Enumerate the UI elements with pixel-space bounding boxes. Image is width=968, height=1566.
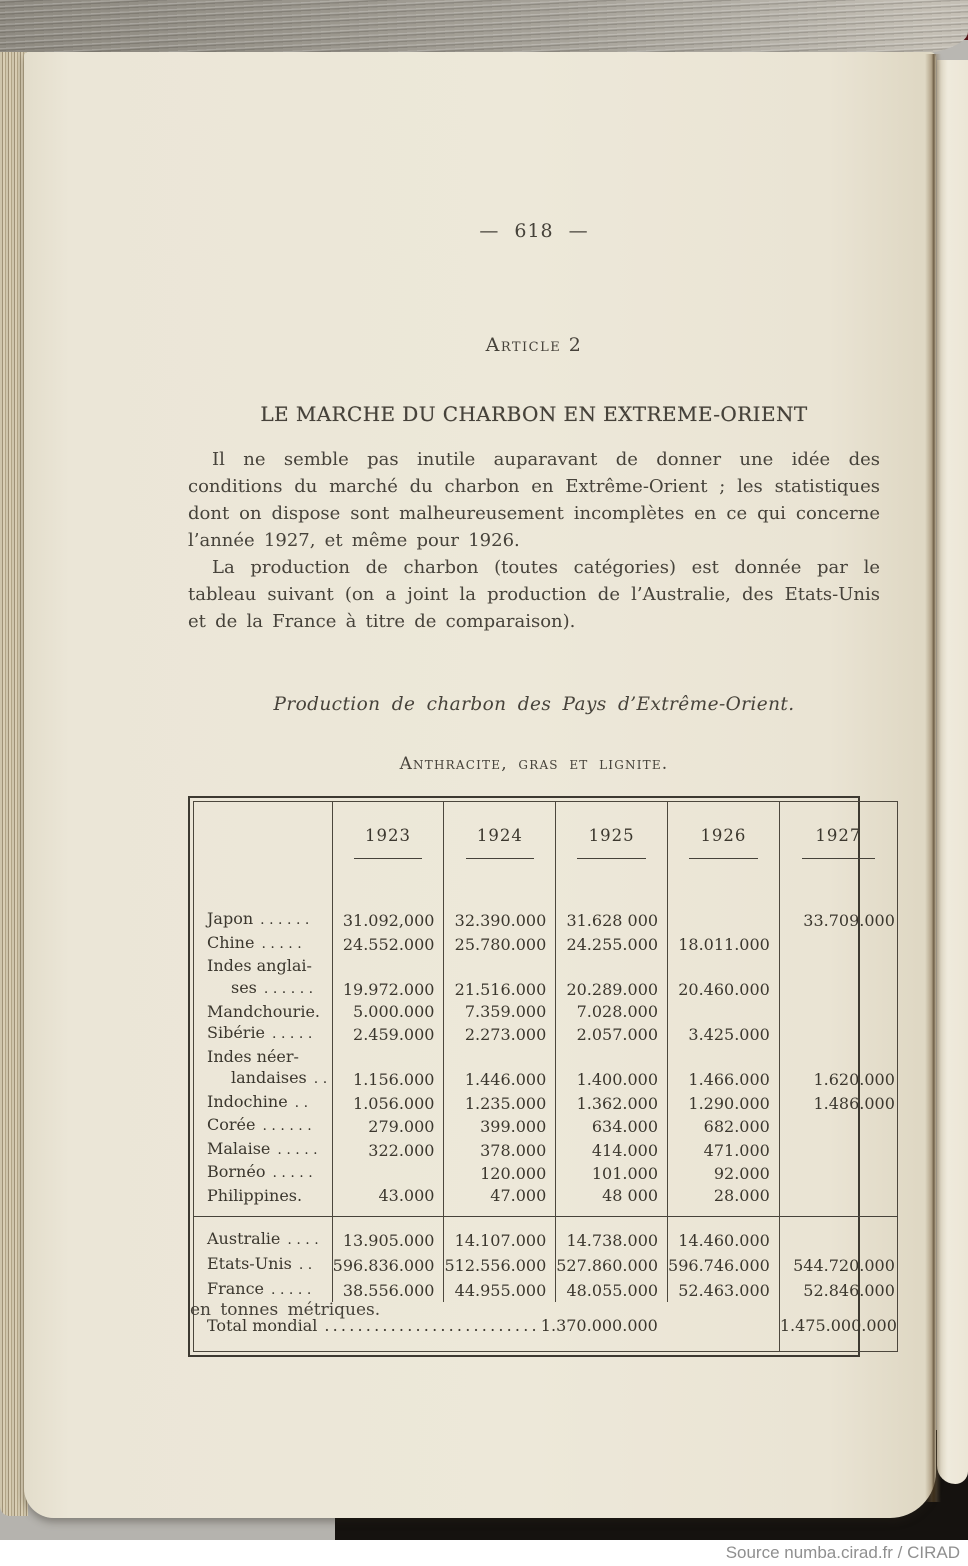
country-cell: [194, 908, 333, 932]
value-cell: 120.000: [444, 1161, 556, 1185]
dot-leader: .....: [261, 935, 307, 952]
value-cell: 1.620.000: [813, 1070, 895, 1089]
year-underline: [466, 858, 535, 859]
value-cell: 1.235.000: [444, 1091, 556, 1115]
value-cell: 1.156.000: [332, 1046, 444, 1091]
value-cell: 31.092,000: [332, 908, 444, 932]
table-row: [194, 1185, 898, 1217]
country-cell: [194, 1000, 333, 1022]
value-cell: 596.836.000: [332, 1252, 444, 1277]
country-cell: [194, 1252, 333, 1277]
value-cell: [668, 1000, 780, 1022]
year-underline: [689, 858, 758, 859]
value-cell: 634.000: [556, 1114, 668, 1138]
table-row: [194, 932, 898, 956]
book-top-edge: [0, 0, 968, 58]
value-cell: 1.056.000: [332, 1091, 444, 1115]
country-label: Australie: [207, 1229, 281, 1248]
value-cell: 13.905.000: [332, 1216, 444, 1252]
country-label-line1: Indes anglai-: [207, 956, 312, 975]
value-cell: [779, 1114, 897, 1138]
value-cell: 399.000: [444, 1114, 556, 1138]
country-cell: [194, 1161, 333, 1185]
value-cell: 19.972.000: [332, 955, 444, 1000]
year-label: 1926: [700, 826, 747, 845]
year-underline: [577, 858, 646, 859]
gutter-crease: [925, 54, 941, 1502]
value-cell: 48 000: [556, 1185, 668, 1217]
table-row: [194, 1277, 898, 1302]
production-table: [193, 801, 898, 1352]
year-label: 1925: [588, 826, 635, 845]
value-cell: 471.000: [668, 1138, 780, 1162]
country-cell: [194, 1091, 333, 1115]
country-label: Mandchourie.: [207, 1001, 320, 1021]
adjacent-page: [937, 60, 968, 1484]
value-cell: 2.273.000: [444, 1022, 556, 1046]
country-cell: [194, 1022, 333, 1046]
country-label-line1: Indes néer-: [207, 1046, 299, 1066]
country-cell: [194, 932, 333, 956]
table-row: [194, 1046, 898, 1091]
value-cell: [779, 1138, 897, 1162]
value-cell: 21.516.000: [444, 955, 556, 1000]
value-cell: 682.000: [668, 1114, 780, 1138]
table-row: [194, 1138, 898, 1162]
country-cell: [194, 1185, 333, 1217]
value-cell: [332, 1161, 444, 1185]
table-unit-note: en tonnes métriques.: [190, 1300, 381, 1320]
country-label: Chine: [207, 932, 255, 952]
dot-leader: ..: [313, 1071, 332, 1087]
dot-leader: .....: [277, 1141, 323, 1158]
country-label: landaises: [231, 1068, 307, 1087]
country-label: Philippines.: [207, 1186, 303, 1205]
country-label: Japon: [207, 909, 254, 928]
table-row: [194, 1252, 898, 1277]
value-cell: 24.255.000: [556, 932, 668, 956]
dot-leader: ..........................: [324, 1315, 540, 1335]
value-cell: 3.425.000: [668, 1022, 780, 1046]
article-label: Article 2: [485, 334, 583, 356]
page-title: LE MARCHE DU CHARBON EN EXTREME-ORIENT: [260, 402, 808, 426]
empty-header-cell: [194, 802, 333, 909]
dot-leader: .....: [271, 1282, 316, 1298]
value-cell: 24.552.000: [332, 932, 444, 956]
country-label: Sibérie: [207, 1023, 266, 1042]
value-cell: 47.000: [444, 1185, 556, 1217]
value-cell: [668, 908, 780, 932]
value-cell: [779, 1161, 897, 1185]
table-row: [194, 1000, 898, 1022]
value-cell: 414.000: [556, 1138, 668, 1162]
value-cell: 25.780.000: [444, 932, 556, 956]
value-cell: 14.107.000: [444, 1216, 556, 1252]
value-cell: 33.709.000: [803, 911, 895, 930]
value-cell: 14.738.000: [556, 1216, 668, 1252]
value-cell: 101.000: [556, 1161, 668, 1185]
year-header: [779, 802, 897, 909]
production-table-frame: [188, 796, 897, 1357]
total-value: 1.370.000.000: [540, 1315, 658, 1335]
value-cell: 5.000.000: [332, 1000, 444, 1022]
value-cell: [779, 1000, 897, 1022]
value-cell: 7.028.000: [556, 1000, 668, 1022]
value-cell: 48.055.000: [556, 1277, 668, 1302]
value-cell: 544.720.000: [793, 1256, 895, 1275]
year-underline: [802, 858, 875, 859]
value-cell: 527.860.000: [556, 1252, 668, 1277]
value-cell: 20.289.000: [556, 955, 668, 1000]
dot-leader: ......: [262, 1118, 317, 1134]
value-cell: [779, 932, 897, 956]
value-cell: 92.000: [668, 1161, 780, 1185]
dot-leader: .....: [272, 1026, 317, 1042]
paragraph-1: Il ne semble pas inutile auparavant de donner une idée des conditions du marché du charbon en Extrême-Orient ; les statistiques dont on dispose sont malheureusement incomplètes en ce qui concerne l’année 1927, et même pour 1926.: [188, 449, 880, 551]
book-page: [24, 52, 936, 1518]
value-cell: [779, 955, 897, 1000]
country-label: Malaise: [207, 1138, 271, 1158]
value-cell: 43.000: [332, 1185, 444, 1217]
page-number: — 618 —: [479, 220, 589, 242]
dot-leader: .....: [272, 1165, 318, 1181]
total-label: Total mondial: [207, 1315, 318, 1335]
value-cell: 1.400.000: [556, 1046, 668, 1091]
value-cell: 279.000: [332, 1114, 444, 1138]
country-label: France: [207, 1279, 265, 1298]
year-label: 1923: [365, 826, 412, 845]
dot-leader: ......: [263, 980, 318, 997]
value-cell: 38.556.000: [332, 1277, 444, 1302]
value-cell: 1.466.000: [668, 1046, 780, 1091]
year-header: [444, 802, 556, 909]
value-cell: 378.000: [444, 1138, 556, 1162]
total-value-1927: 1.475.000.000: [779, 1315, 897, 1335]
value-cell: [779, 1216, 897, 1252]
country-cell: [194, 1138, 333, 1162]
table-row: [194, 908, 898, 932]
value-cell: 1.446.000: [444, 1046, 556, 1091]
value-cell: 7.359.000: [444, 1000, 556, 1022]
country-cell: [194, 955, 333, 1000]
value-cell: [779, 1185, 897, 1217]
year-underline: [354, 858, 423, 859]
value-cell: 1.486.000: [813, 1093, 895, 1113]
dot-leader: ......: [260, 912, 314, 928]
table-row: [194, 1114, 898, 1138]
table-row: [194, 1022, 898, 1046]
table-subcaption: Anthracite, gras et lignite.: [399, 754, 669, 774]
value-cell: 1.362.000: [556, 1091, 668, 1115]
value-cell: 2.459.000: [332, 1022, 444, 1046]
table-row: [194, 1161, 898, 1185]
table-row: [194, 955, 898, 1000]
value-cell: 31.628 000: [556, 908, 668, 932]
source-bar: [0, 1540, 968, 1566]
country-label: Indochine: [207, 1091, 288, 1111]
year-header: [332, 802, 444, 909]
value-cell: 14.460.000: [668, 1216, 780, 1252]
country-cell: [194, 1277, 333, 1302]
table-row: [194, 1091, 898, 1115]
value-cell: 28.000: [668, 1185, 780, 1217]
dot-leader: ..: [298, 1257, 317, 1273]
value-cell: 512.556.000: [444, 1252, 556, 1277]
value-cell: 44.955.000: [444, 1277, 556, 1302]
country-label: Bornéo: [207, 1162, 266, 1181]
value-cell: 322.000: [332, 1138, 444, 1162]
table-header-row: [194, 802, 898, 909]
value-cell: 52.846.000: [803, 1281, 895, 1300]
country-label: Etats-Unis: [207, 1254, 292, 1273]
source-text: Source numba.cirad.fr / CIRAD: [725, 1543, 960, 1562]
value-cell: 596.746.000: [668, 1252, 780, 1277]
value-cell: 52.463.000: [668, 1277, 780, 1302]
year-header: [556, 802, 668, 909]
value-cell: 32.390.000: [444, 908, 556, 932]
dot-leader: ..: [294, 1094, 313, 1111]
value-cell: 20.460.000: [668, 955, 780, 1000]
country-cell: [194, 1216, 333, 1252]
year-label: 1924: [476, 826, 523, 845]
value-cell: 18.011.000: [668, 932, 780, 956]
table-caption: Production de charbon des Pays d’Extrême-Orient.: [273, 694, 795, 715]
paragraph-2: La production de charbon (toutes catégories) est donnée par le tableau suivant (on a joint la production de l’Australie, des Etats-Unis et de la France à titre de comparaison).: [188, 557, 880, 632]
table-row: [194, 1216, 898, 1252]
country-cell: [194, 1046, 333, 1091]
value-cell: [779, 1022, 897, 1046]
country-label: Corée: [207, 1115, 256, 1134]
value-cell: 2.057.000: [556, 1022, 668, 1046]
year-label: 1927: [815, 826, 862, 845]
country-label: ses: [231, 977, 257, 997]
dot-leader: ....: [287, 1232, 324, 1248]
year-header: [668, 802, 780, 909]
value-cell: 1.290.000: [668, 1091, 780, 1115]
country-cell: [194, 1114, 333, 1138]
